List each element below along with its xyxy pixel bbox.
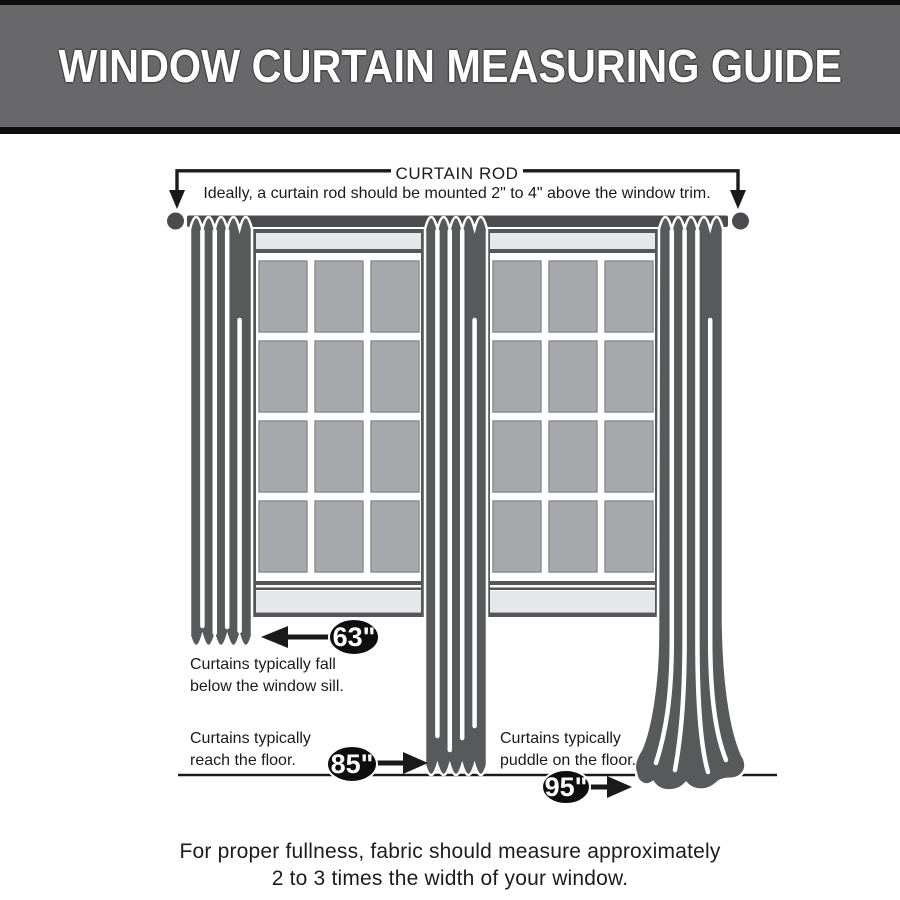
down-arrow-right-icon (730, 190, 746, 209)
footer-line1: For proper fullness, fabric should measure approximately (179, 840, 721, 863)
right-arrow-icon (607, 776, 632, 798)
footer-note (0, 838, 900, 892)
caption-95-line1: Curtains typically (500, 730, 621, 747)
measurement-95 (500, 730, 636, 804)
rod-callout-label: CURTAIN ROD (395, 164, 519, 183)
rod-callout-note: Ideally, a curtain rod should be mounted 2" to 4" above the window trim. (203, 185, 711, 202)
caption-63-line2: below the window sill. (190, 678, 344, 695)
window-left-section (253, 229, 424, 617)
length-value-95: 95" (544, 772, 588, 802)
curtain-panel-center (425, 217, 487, 775)
down-arrow-left-icon (169, 190, 185, 209)
rod-finial-left (167, 213, 184, 230)
curtain-panel-left (190, 217, 252, 646)
rod-finial-right (732, 213, 749, 230)
caption-85-line1: Curtains typically (190, 730, 311, 747)
window-right-section (487, 229, 658, 617)
rod-callout (169, 164, 746, 209)
footer-line2: 2 to 3 times the width of your window. (271, 867, 629, 890)
length-value-85: 85" (330, 749, 374, 779)
caption-85-line2: reach the floor. (190, 752, 296, 769)
caption-95-line2: puddle on the floor. (500, 752, 637, 769)
length-value-63: 63" (332, 622, 376, 652)
left-arrow-icon (261, 626, 288, 648)
caption-63-line1: Curtains typically fall (190, 656, 336, 673)
page-title: WINDOW CURTAIN MEASURING GUIDE (58, 40, 842, 92)
